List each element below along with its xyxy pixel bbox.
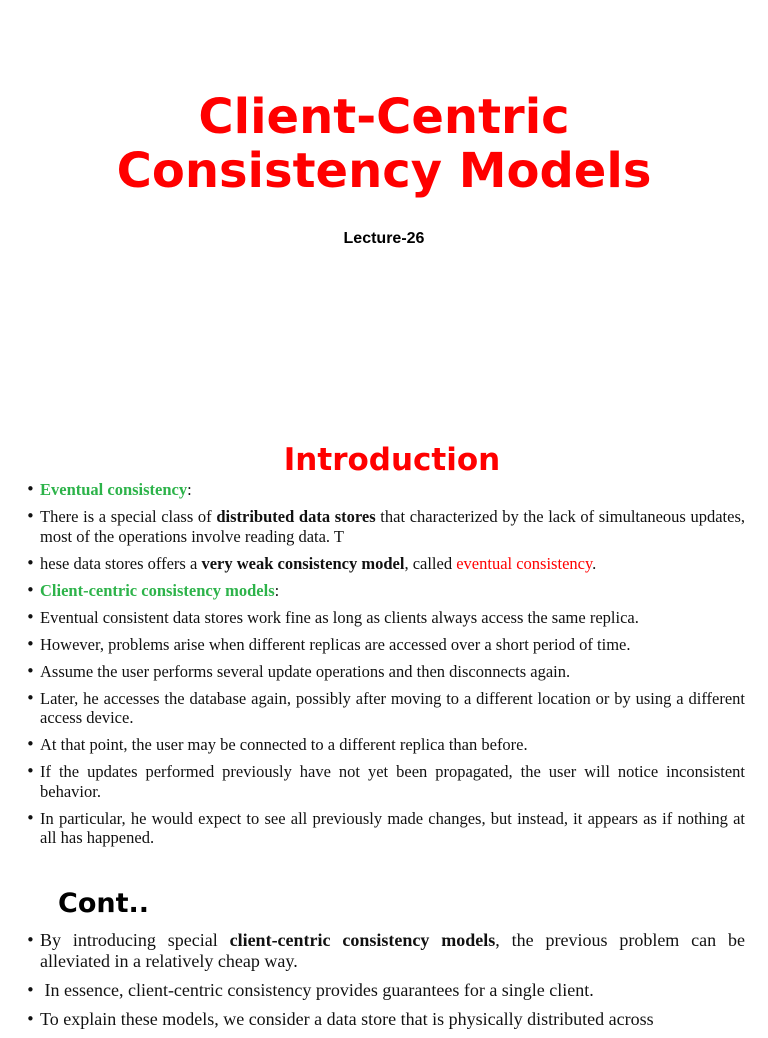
continuation-slide <box>0 872 768 1029</box>
continuation-bullet-list <box>26 930 745 1038</box>
list-item: • In essence, client-centric consistency provides guarantees for a single client. <box>26 980 745 1001</box>
client-centric-label: Client-centric consistency models <box>40 580 275 600</box>
list-item: • At that point, the user may be connected to a different replica than before. <box>26 735 745 755</box>
main-title-line-2: Consistency Models <box>116 143 652 199</box>
list-item: • To explain these models, we consider a data store that is physically distributed across <box>26 1009 745 1030</box>
list-item: • Eventual consistent data stores work fine as long as clients always access the same replica. <box>26 608 745 628</box>
list-item: • Later, he accesses the database again, possibly after moving to a different location or by using a different access device. <box>26 689 745 728</box>
list-item: • There is a special class of distributed data stores that characterized by the lack of simultaneous updates, most of the operations involve reading data. T <box>26 507 745 546</box>
list-item: • However, problems arise when different replicas are accessed over a short period of time. <box>26 635 745 655</box>
list-item: • If the updates performed previously have not yet been propagated, the user will notice inconsistent behavior. <box>26 762 745 801</box>
introduction-bullet-list <box>26 480 745 855</box>
list-item: • Assume the user performs several update operations and then disconnects again. <box>26 662 745 682</box>
main-title-line-1: Client-Centric <box>198 89 570 145</box>
introduction-title: Introduction <box>283 442 501 478</box>
eventual-consistency-term: eventual consistency <box>456 553 593 573</box>
introduction-slide <box>0 420 768 872</box>
list-item: • Eventual consistency: <box>26 480 745 500</box>
list-item: • In particular, he would expect to see all previously made changes, but instead, it appears as if nothing at all has happened. <box>26 809 745 848</box>
list-item: • Client-centric consistency models: <box>26 581 745 601</box>
main-title <box>0 90 768 198</box>
lecture-subtitle: Lecture-26 <box>343 230 425 247</box>
list-item: • hese data stores offers a very weak consistency model, called eventual consistency. <box>26 554 745 574</box>
continuation-title: Cont.. <box>58 888 150 919</box>
eventual-consistency-label: Eventual consistency <box>40 480 188 499</box>
title-slide <box>0 0 768 420</box>
list-item: • By introducing special client-centric consistency models, the previous problem can be alleviated in a relatively cheap way. <box>26 930 745 972</box>
